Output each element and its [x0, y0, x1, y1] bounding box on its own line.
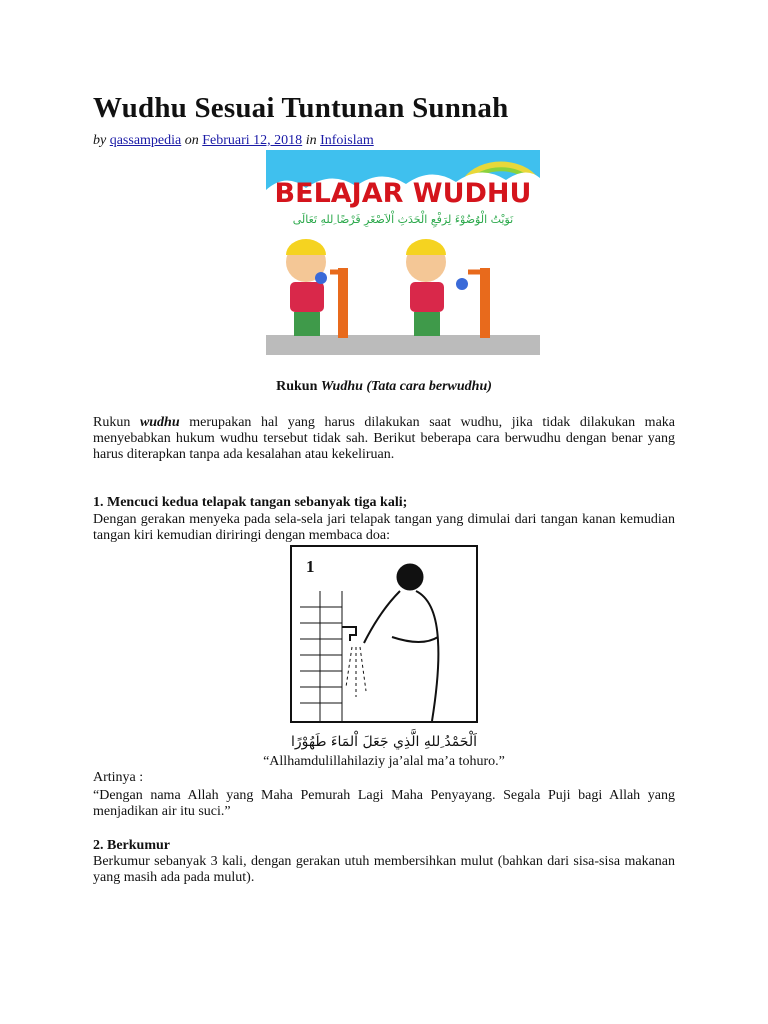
doa-transliteration: “Allhamdulillahilaziy ja’alal ma’a tohuro.”: [263, 754, 505, 769]
doa-arabic: اَلْحَمْدُ ِللهِ الَّذِي جَعَلَ اْلمَاءَ طَهُوْرًا: [291, 734, 477, 750]
child-figure-left: [286, 239, 348, 338]
handwashing-illustration: [290, 545, 478, 723]
banner-heading: BELAJAR WUDHU: [274, 178, 532, 209]
belajar-wudhu-illustration: [266, 150, 540, 356]
author-link[interactable]: qassampedia: [109, 133, 182, 148]
doa-meaning: “Dengan nama Allah yang Maha Pemurah Lagi Maha Penyayang. Segala Puji bagi Allah yang menjadikan air itu suci.”: [93, 788, 675, 819]
byline: [93, 133, 374, 149]
byline-in: in: [305, 133, 317, 148]
byline-by: by: [93, 133, 107, 148]
section-heading-prefix: Rukun: [276, 379, 321, 394]
step1-heading: 1. Mencuci kedua telapak tangan sebanyak tiga kali;: [93, 495, 408, 510]
page-title: Wudhu Sesuai Tuntunan Sunnah: [93, 92, 509, 124]
step2-body: Berkumur sebanyak 3 kali, dengan gerakan utuh membersihkan mulut (bahkan dari sisa-sisa makanan yang masih ada pada mulut).: [93, 854, 675, 885]
date-link[interactable]: Februari 12, 2018: [202, 133, 303, 148]
figure-number: 1: [306, 557, 315, 576]
step2-heading: 2. Berkumur: [93, 838, 170, 853]
intro-bold: wudhu: [139, 415, 180, 430]
child-figure-right: [406, 239, 490, 338]
intro-prefix: Rukun: [93, 415, 140, 430]
banner-arabic: نَوَيْتُ الْوُضُوْءَ لِرَفْعِ الْحَدَثِ اْلاَصْغَرِ فَرْضًا ِللهِ تَعَالَى: [292, 213, 514, 226]
section-heading-italic: Wudhu (Tata cara berwudhu): [320, 379, 492, 394]
byline-on: on: [184, 133, 199, 148]
meaning-label: Artinya :: [93, 770, 144, 785]
intro-paragraph: [93, 415, 675, 463]
section-heading: [93, 379, 675, 395]
category-link[interactable]: Infoislam: [320, 133, 374, 148]
intro-rest: merupakan hal yang harus dilakukan saat wudhu, jika tidak dilakukan maka menyebabkan hukum wudhu tersebut tidak sah. Berikut beberapa cara berwudhu dengan benar yang harus diterapkan tanpa ada kesalahan atau kekeliruan.: [93, 415, 676, 462]
step1-body: Dengan gerakan menyeka pada sela-sela jari telapak tangan yang dimulai dari tangan kanan kemudian tangan kiri kemudian diriringi dengan membaca doa:: [93, 512, 675, 543]
